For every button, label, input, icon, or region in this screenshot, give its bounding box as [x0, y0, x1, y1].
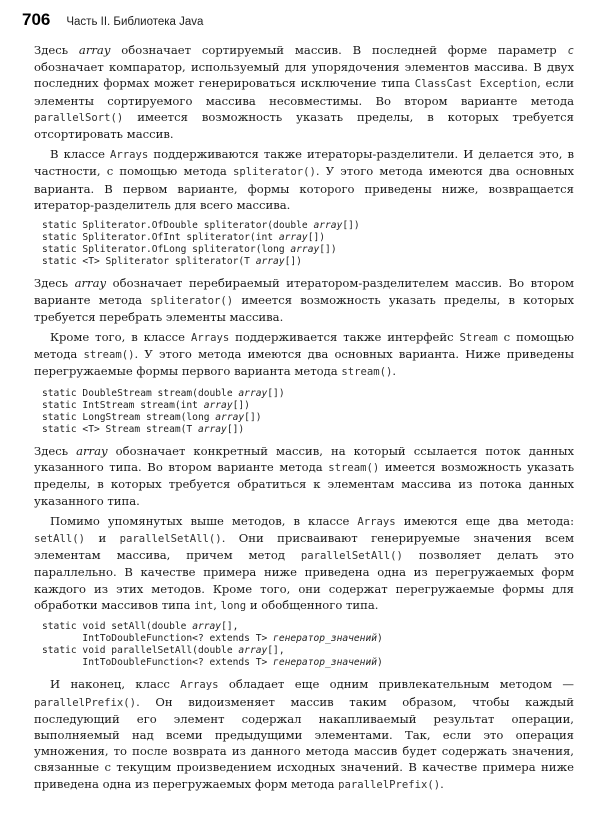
code-line: static Spliterator.OfLong spliterator(long array[]) — [42, 244, 337, 256]
paragraph-5 — [34, 443, 574, 509]
code-line: IntToDoubleFunction<? extends T> генератор_значений) — [42, 633, 383, 645]
text: . Они присваивают генерируемые значения всем элементам массива, причем метод — [34, 531, 574, 563]
code-block-1 — [42, 220, 574, 268]
code-line: static <T> Spliterator spliterator(T array[]) — [42, 256, 302, 268]
code-method: parallelSetAll() — [300, 550, 403, 563]
code-line: static Spliterator.OfDouble spliterator(double array[]) — [42, 220, 360, 232]
text: Здесь — [34, 276, 75, 291]
paragraph-1 — [34, 42, 574, 142]
code-method: spliterator() — [232, 166, 316, 179]
text: . У этого метода имеются два основных варианта. В первом варианте, формы которого приведены ниже, возвращается итератор-разделитель для всего массива. — [34, 164, 574, 212]
text: имеется возможность указать пределы, в которых требуется перебрать элементы массива. — [34, 292, 574, 324]
page-header — [22, 10, 203, 34]
text: обозначает конкретный массив, на который ссылается поток данных указанного типа. Во втором варианте метода — [34, 444, 575, 475]
text: позволяет делать это параллельно. В качестве примера ниже приведена одна из перегружаемых форм каждого из этих методов. Кроме того, они содержат перегружаемые формы для обработки массивов типа — [34, 548, 574, 612]
text: В классе — [50, 147, 111, 162]
text: Здесь — [34, 444, 77, 458]
text: и обобщенного типа. — [246, 597, 379, 612]
text: . — [440, 776, 444, 791]
paragraph-3 — [34, 275, 574, 325]
code-class: Arrays — [357, 515, 396, 528]
code-method: parallelSort() — [34, 111, 124, 124]
code-block-2 — [42, 388, 574, 436]
code-line: static void parallelSetAll(double array[], — [42, 645, 285, 657]
param-c: c — [567, 45, 575, 57]
text: обозначает перебираемый итератором-разделителем массив. Во втором варианте метода — [34, 276, 574, 307]
code-method: parallelPrefix() — [338, 778, 441, 791]
text: . Он видоизменяет массив таким образом, чтобы каждый последующий его элемент содержал накапливаемый результат операции, выполняемый над всеми предыдущими элементами. Так, если это операция умножения, то после возврата из данного метода массив будет содержать значения, связанные с текущим произведением исходных значений. В качестве примера ниже приведена одна из перегружаемых форм метода — [34, 694, 574, 791]
code-line: static <T> Stream stream(T array[]) — [42, 423, 245, 435]
code-class: Arrays — [110, 149, 149, 162]
param-array: array — [74, 276, 107, 291]
text: имеется возможность указать пределы, в которых требуется обратиться к элементам массива из потока данных указанного типа. — [34, 460, 575, 508]
param-array: array — [78, 43, 111, 57]
code-method: stream() — [328, 462, 380, 475]
page-number: 706 — [22, 10, 51, 29]
text: И наконец, класс — [50, 677, 181, 692]
text: . — [392, 364, 397, 379]
text: с помощью метода — [34, 330, 574, 362]
code-line: static Spliterator.OfInt spliterator(int array[]) — [42, 232, 326, 244]
text: . У этого метода имеются два основных варианта. Ниже приведены перегружаемые формы первого варианта метода — [34, 347, 574, 379]
text: Помимо упомянутых выше методов, в классе — [50, 513, 358, 528]
code-line: static LongStream stream(long array[]) — [42, 411, 262, 423]
text: имеются еще два метода: — [395, 513, 574, 528]
code-method: parallelPrefix() — [34, 696, 137, 709]
paragraph-7 — [34, 676, 574, 792]
text: поддерживаются также итераторы-разделители. И делается это, в частности, с помощью метода — [34, 147, 575, 179]
code-line: IntToDoubleFunction<? extends T> генератор_значений) — [42, 657, 383, 669]
code-method: spliterator() — [150, 294, 234, 307]
code-line: static DoubleStream stream(double array[]) — [42, 387, 285, 399]
param-array: array — [76, 444, 108, 458]
page-body — [34, 42, 574, 793]
text: , — [213, 597, 221, 612]
paragraph-2 — [34, 146, 574, 213]
code-block-3 — [42, 621, 574, 669]
text: Здесь — [34, 43, 79, 57]
code-method: stream() — [83, 349, 135, 362]
code-interface: Stream — [459, 332, 498, 345]
text: Кроме того, в классе — [50, 330, 191, 345]
code-line: static IntStream stream(int array[]) — [42, 399, 250, 411]
text: поддерживается также интерфейс — [229, 330, 460, 345]
paragraph-4 — [34, 329, 574, 381]
code-line: static void setAll(double array[], — [42, 621, 239, 633]
code-method: setAll() — [34, 533, 86, 546]
code-class: Arrays — [190, 332, 230, 345]
text: обозначает сортируемый массив. В последней форме параметр — [110, 43, 568, 57]
text: обозначает компаратор, используемый для упорядочения элементов массива. В двух последних формах может генерироваться исключение типа — [34, 60, 574, 91]
code-type: int — [194, 599, 214, 612]
text: , если элементы сортируемого массива несовместимы. Во втором варианте метода — [34, 76, 574, 108]
text: имеется возможность указать пределы, в которых требуется отсортировать массив. — [34, 109, 574, 142]
code-class: Arrays — [180, 679, 219, 692]
code-exception: ClassCast Exception — [414, 78, 538, 91]
text: и — [85, 531, 120, 546]
running-head: Часть II. Библиотека Java — [66, 16, 204, 28]
text: обладает еще одним привлекательным методом — — [218, 677, 574, 692]
code-type: long — [220, 599, 247, 612]
code-method: parallelSetAll() — [119, 533, 222, 546]
paragraph-6 — [34, 513, 574, 614]
code-method: stream() — [341, 366, 393, 379]
